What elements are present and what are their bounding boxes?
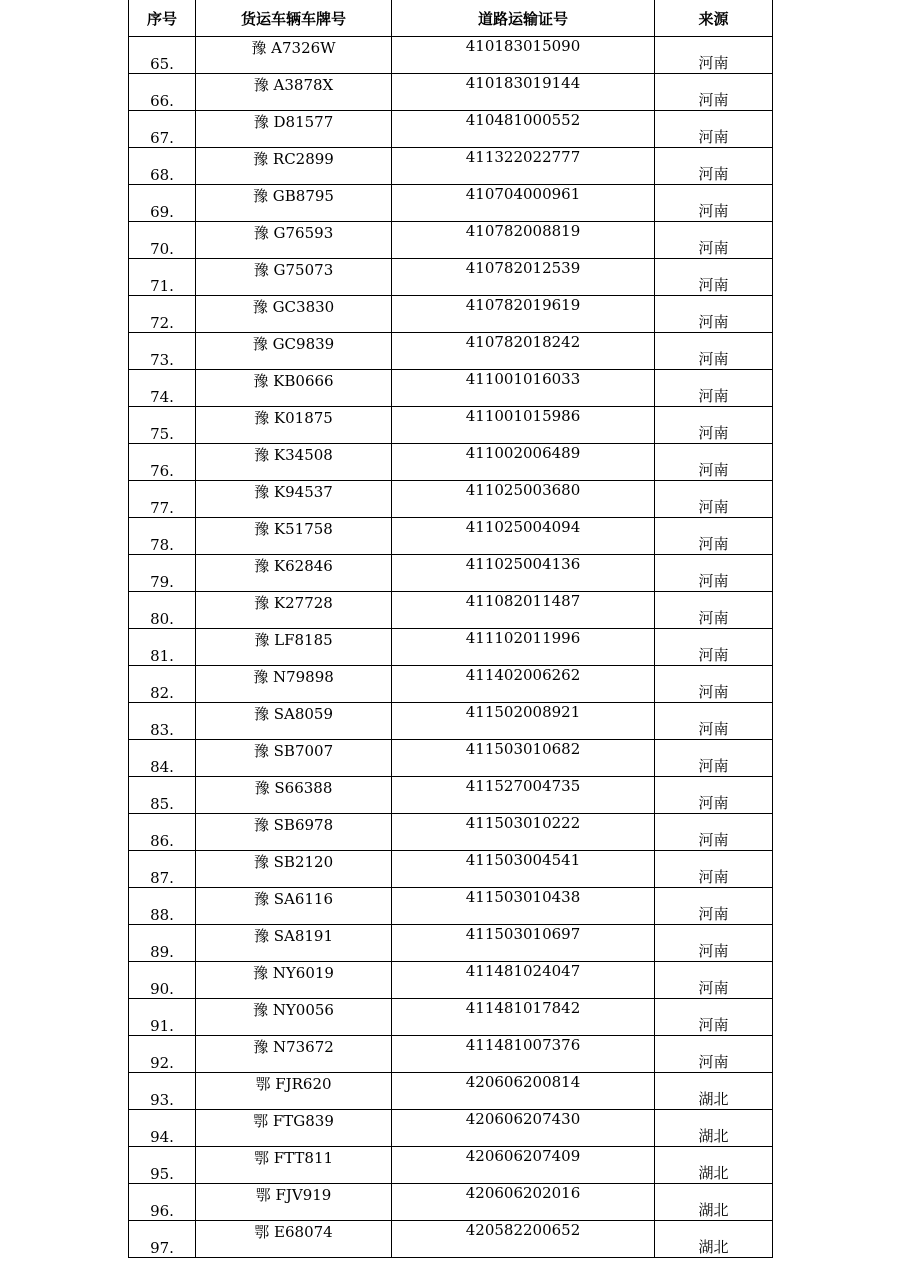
transport-permit-number: 411082011487 — [392, 592, 655, 629]
plate-number: 鄂 FTG839 — [196, 1110, 392, 1147]
table-row — [129, 370, 773, 407]
source-province: 河南 — [655, 962, 773, 999]
row-number: 95. — [129, 1147, 196, 1184]
source-province: 河南 — [655, 666, 773, 703]
plate-number: 豫 K62846 — [196, 555, 392, 592]
transport-permit-number: 420582200652 — [392, 1221, 655, 1258]
row-number: 85. — [129, 777, 196, 814]
source-province: 河南 — [655, 1036, 773, 1073]
row-number: 77. — [129, 481, 196, 518]
row-number: 71. — [129, 259, 196, 296]
row-number: 74. — [129, 370, 196, 407]
source-province: 河南 — [655, 407, 773, 444]
table-row — [129, 148, 773, 185]
source-province: 河南 — [655, 222, 773, 259]
table-row — [129, 777, 773, 814]
source-province: 河南 — [655, 111, 773, 148]
transport-permit-number: 411025003680 — [392, 481, 655, 518]
table-row — [129, 222, 773, 259]
transport-permit-number: 411503004541 — [392, 851, 655, 888]
row-number: 91. — [129, 999, 196, 1036]
plate-number: 豫 SB6978 — [196, 814, 392, 851]
table-row — [129, 666, 773, 703]
source-province: 湖北 — [655, 1221, 773, 1258]
plate-number: 豫 N79898 — [196, 666, 392, 703]
table-row — [129, 740, 773, 777]
plate-number: 鄂 FJR620 — [196, 1073, 392, 1110]
transport-permit-number: 420606207430 — [392, 1110, 655, 1147]
table-row — [129, 444, 773, 481]
source-province: 河南 — [655, 296, 773, 333]
row-number: 97. — [129, 1221, 196, 1258]
row-number: 68. — [129, 148, 196, 185]
plate-number: 豫 NY6019 — [196, 962, 392, 999]
plate-number: 豫 A3878X — [196, 74, 392, 111]
table-row — [129, 518, 773, 555]
table-row — [129, 481, 773, 518]
plate-number: 豫 SA6116 — [196, 888, 392, 925]
source-province: 河南 — [655, 777, 773, 814]
transport-permit-number: 411503010682 — [392, 740, 655, 777]
transport-permit-number: 411481017842 — [392, 999, 655, 1036]
row-number: 76. — [129, 444, 196, 481]
plate-number: 鄂 E68074 — [196, 1221, 392, 1258]
transport-permit-number: 410782008819 — [392, 222, 655, 259]
source-province: 河南 — [655, 185, 773, 222]
row-number: 96. — [129, 1184, 196, 1221]
row-number: 86. — [129, 814, 196, 851]
row-number: 72. — [129, 296, 196, 333]
table-row — [129, 888, 773, 925]
plate-number: 豫 SA8191 — [196, 925, 392, 962]
plate-number: 豫 SB7007 — [196, 740, 392, 777]
table-header — [129, 0, 773, 37]
transport-permit-number: 411481007376 — [392, 1036, 655, 1073]
plate-number: 豫 KB0666 — [196, 370, 392, 407]
source-province: 河南 — [655, 518, 773, 555]
source-province: 河南 — [655, 814, 773, 851]
table-body — [129, 37, 773, 1258]
row-number: 75. — [129, 407, 196, 444]
plate-number: 豫 RC2899 — [196, 148, 392, 185]
source-province: 河南 — [655, 851, 773, 888]
row-number: 83. — [129, 703, 196, 740]
plate-number: 豫 NY0056 — [196, 999, 392, 1036]
table-row — [129, 962, 773, 999]
plate-number: 豫 K34508 — [196, 444, 392, 481]
source-province: 河南 — [655, 333, 773, 370]
row-number: 84. — [129, 740, 196, 777]
transport-permit-number: 410782019619 — [392, 296, 655, 333]
transport-permit-number: 410481000552 — [392, 111, 655, 148]
plate-number: 豫 GB8795 — [196, 185, 392, 222]
transport-permit-number: 410704000961 — [392, 185, 655, 222]
table-row — [129, 851, 773, 888]
transport-permit-number: 411322022777 — [392, 148, 655, 185]
row-number: 82. — [129, 666, 196, 703]
table-row — [129, 703, 773, 740]
row-number: 70. — [129, 222, 196, 259]
row-number: 94. — [129, 1110, 196, 1147]
table-row — [129, 592, 773, 629]
transport-permit-number: 411001016033 — [392, 370, 655, 407]
table-row — [129, 999, 773, 1036]
header-plate: 货运车辆车牌号 — [196, 0, 392, 37]
source-province: 湖北 — [655, 1073, 773, 1110]
vehicle-table — [128, 0, 773, 1258]
source-province: 湖北 — [655, 1147, 773, 1184]
plate-number: 豫 SB2120 — [196, 851, 392, 888]
transport-permit-number: 411025004094 — [392, 518, 655, 555]
table-row — [129, 1073, 773, 1110]
transport-permit-number: 410183019144 — [392, 74, 655, 111]
transport-permit-number: 411025004136 — [392, 555, 655, 592]
plate-number: 豫 GC9839 — [196, 333, 392, 370]
row-number: 88. — [129, 888, 196, 925]
table-row — [129, 925, 773, 962]
row-number: 93. — [129, 1073, 196, 1110]
table-row — [129, 1221, 773, 1258]
row-number: 90. — [129, 962, 196, 999]
plate-number: 豫 K01875 — [196, 407, 392, 444]
source-province: 湖北 — [655, 1110, 773, 1147]
row-number: 79. — [129, 555, 196, 592]
table-row — [129, 296, 773, 333]
row-number: 92. — [129, 1036, 196, 1073]
transport-permit-number: 411402006262 — [392, 666, 655, 703]
table-row — [129, 111, 773, 148]
table-row — [129, 555, 773, 592]
plate-number: 豫 K51758 — [196, 518, 392, 555]
table-row — [129, 1147, 773, 1184]
row-number: 73. — [129, 333, 196, 370]
source-province: 河南 — [655, 259, 773, 296]
plate-number: 鄂 FTT811 — [196, 1147, 392, 1184]
source-province: 河南 — [655, 740, 773, 777]
source-province: 河南 — [655, 148, 773, 185]
transport-permit-number: 411503010697 — [392, 925, 655, 962]
source-province: 河南 — [655, 925, 773, 962]
row-number: 89. — [129, 925, 196, 962]
table-row — [129, 814, 773, 851]
transport-permit-number: 410782018242 — [392, 333, 655, 370]
plate-number: 豫 G76593 — [196, 222, 392, 259]
source-province: 河南 — [655, 444, 773, 481]
row-number: 66. — [129, 74, 196, 111]
transport-permit-number: 420606200814 — [392, 1073, 655, 1110]
plate-number: 豫 S66388 — [196, 777, 392, 814]
row-number: 87. — [129, 851, 196, 888]
source-province: 河南 — [655, 37, 773, 74]
plate-number: 豫 N73672 — [196, 1036, 392, 1073]
transport-permit-number: 420606207409 — [392, 1147, 655, 1184]
source-province: 河南 — [655, 999, 773, 1036]
row-number: 80. — [129, 592, 196, 629]
table-row — [129, 74, 773, 111]
plate-number: 豫 GC3830 — [196, 296, 392, 333]
table-row — [129, 259, 773, 296]
transport-permit-number: 411503010222 — [392, 814, 655, 851]
transport-permit-number: 411503010438 — [392, 888, 655, 925]
plate-number: 豫 D81577 — [196, 111, 392, 148]
source-province: 河南 — [655, 555, 773, 592]
table-row — [129, 333, 773, 370]
source-province: 河南 — [655, 703, 773, 740]
table-row — [129, 1110, 773, 1147]
table-row — [129, 407, 773, 444]
plate-number: 豫 LF8185 — [196, 629, 392, 666]
table-row — [129, 37, 773, 74]
transport-permit-number: 410782012539 — [392, 259, 655, 296]
transport-permit-number: 411002006489 — [392, 444, 655, 481]
transport-permit-number: 410183015090 — [392, 37, 655, 74]
source-province: 河南 — [655, 629, 773, 666]
plate-number: 豫 SA8059 — [196, 703, 392, 740]
plate-number: 豫 G75073 — [196, 259, 392, 296]
row-number: 69. — [129, 185, 196, 222]
plate-number: 豫 K94537 — [196, 481, 392, 518]
table-row — [129, 629, 773, 666]
table-row — [129, 1184, 773, 1221]
transport-permit-number: 420606202016 — [392, 1184, 655, 1221]
row-number: 78. — [129, 518, 196, 555]
table-row — [129, 185, 773, 222]
header-row — [129, 0, 773, 37]
row-number: 65. — [129, 37, 196, 74]
source-province: 河南 — [655, 888, 773, 925]
plate-number: 鄂 FJV919 — [196, 1184, 392, 1221]
header-source: 来源 — [655, 0, 773, 37]
source-province: 湖北 — [655, 1184, 773, 1221]
row-number: 67. — [129, 111, 196, 148]
row-number: 81. — [129, 629, 196, 666]
transport-permit-number: 411527004735 — [392, 777, 655, 814]
source-province: 河南 — [655, 592, 773, 629]
plate-number: 豫 A7326W — [196, 37, 392, 74]
transport-permit-number: 411001015986 — [392, 407, 655, 444]
transport-permit-number: 411502008921 — [392, 703, 655, 740]
transport-permit-number: 411102011996 — [392, 629, 655, 666]
header-permit: 道路运输证号 — [392, 0, 655, 37]
source-province: 河南 — [655, 481, 773, 518]
source-province: 河南 — [655, 74, 773, 111]
table-row — [129, 1036, 773, 1073]
plate-number: 豫 K27728 — [196, 592, 392, 629]
header-no: 序号 — [129, 0, 196, 37]
transport-permit-number: 411481024047 — [392, 962, 655, 999]
source-province: 河南 — [655, 370, 773, 407]
